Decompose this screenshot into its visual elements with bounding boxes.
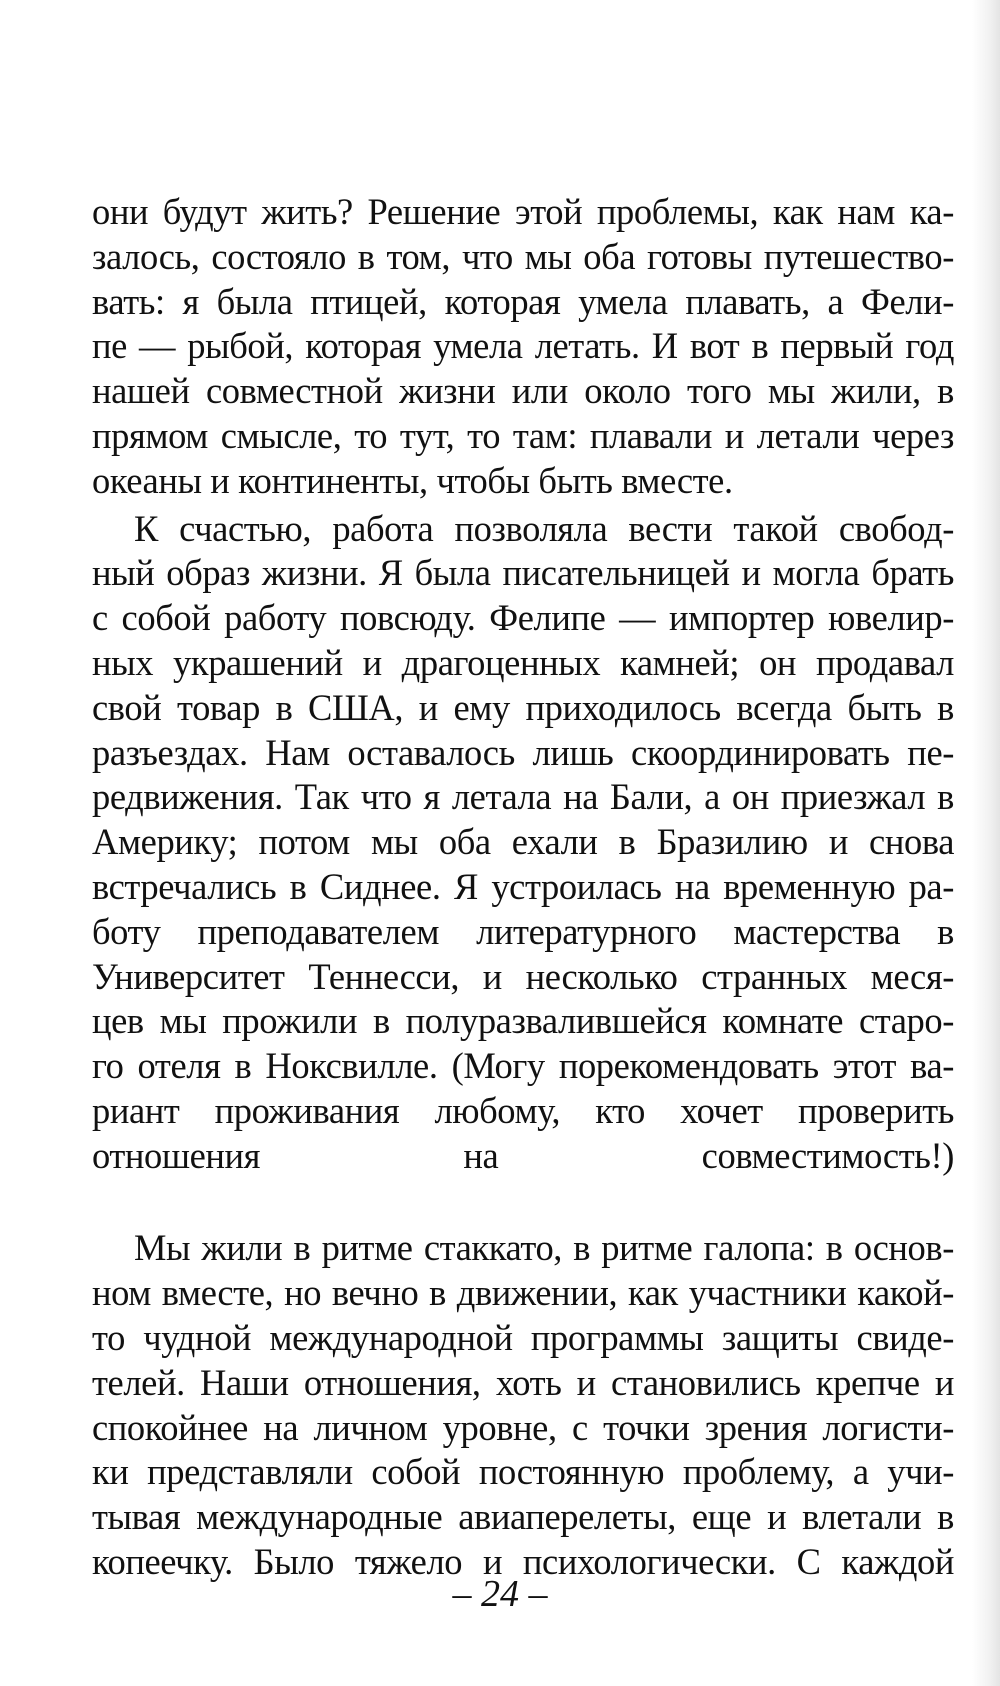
text-line	[92, 1179, 954, 1224]
text-line: встречались в Сиднее. Я устроилась на временную ра-	[92, 865, 954, 907]
text-line: прямом смысле, то тут, то там: плавали и летали через	[92, 414, 954, 456]
text-line: океаны и континенты, чтобы быть вместе.	[92, 459, 733, 501]
text-line: копеечку. Было тяжело и психологически. С каждой	[92, 1540, 954, 1582]
paragraph-1	[92, 190, 954, 504]
text-line: то чудной международной программы защиты свиде-	[92, 1316, 954, 1358]
text-line: тывая международные авиаперелеты, еще и влетали в	[92, 1496, 954, 1538]
paragraph-3	[92, 1226, 954, 1584]
text-line: редвижения. Так что я летала на Бали, а он приезжал в	[92, 776, 954, 818]
text-line: пе — рыбой, которая умела летать. И вот в первый год	[92, 325, 954, 367]
text-line: Америку; потом мы оба ехали в Бразилию и снова	[92, 821, 954, 863]
page-edge-shadow	[972, 0, 1000, 1686]
body-text	[92, 190, 954, 1585]
text-line: спокойнее на личном уровне, с точки зрения логисти-	[92, 1406, 954, 1448]
text-line: ный образ жизни. Я была писательницей и могла брать	[92, 552, 954, 594]
text-line: Университет Теннесси, и несколько странных меся-	[92, 955, 954, 997]
paragraph-2	[92, 507, 954, 1224]
text-line: вать: я была птицей, которая умела плавать, а Фели-	[92, 280, 954, 322]
text-line: К счастью, работа позволяла вести такой свобод-	[134, 507, 954, 549]
text-line: риант проживания любому, кто хочет проверить	[92, 1089, 954, 1131]
text-line: Мы жили в ритме стаккато, в ритме галопа: в основ-	[134, 1227, 954, 1269]
text-line: свой товар в США, и ему приходилось всегда быть в	[92, 686, 954, 728]
text-line: отношения на совместимость!)	[92, 1134, 954, 1176]
text-line: залось, состояло в том, что мы оба готовы путешество-	[92, 235, 954, 277]
text-line: боту преподавателем литературного мастерства в	[92, 910, 954, 952]
text-line: с собой работу повсюду. Фелипе — импортер ювелир-	[92, 597, 954, 639]
text-line: нашей совместной жизни или около того мы жили, в	[92, 370, 954, 412]
text-line: телей. Наши отношения, хоть и становились крепче и	[92, 1361, 954, 1403]
text-line: ном вместе, но вечно в движении, как участники какой-	[92, 1272, 954, 1314]
page-number: – 24 –	[452, 1573, 548, 1615]
text-line: ки представляли собой постоянную проблему, а учи-	[92, 1451, 954, 1493]
text-line: ных украшений и драгоценных камней; он продавал	[92, 641, 954, 683]
text-line: го отеля в Ноксвилле. (Могу порекомендовать этот ва-	[92, 1045, 954, 1087]
text-line: они будут жить? Решение этой проблемы, как нам ка-	[92, 191, 954, 232]
text-line: разъездах. Нам оставалось лишь скоординировать пе-	[92, 731, 954, 773]
text-line: цев мы прожили в полуразвалившейся комнате старо-	[92, 1000, 954, 1042]
